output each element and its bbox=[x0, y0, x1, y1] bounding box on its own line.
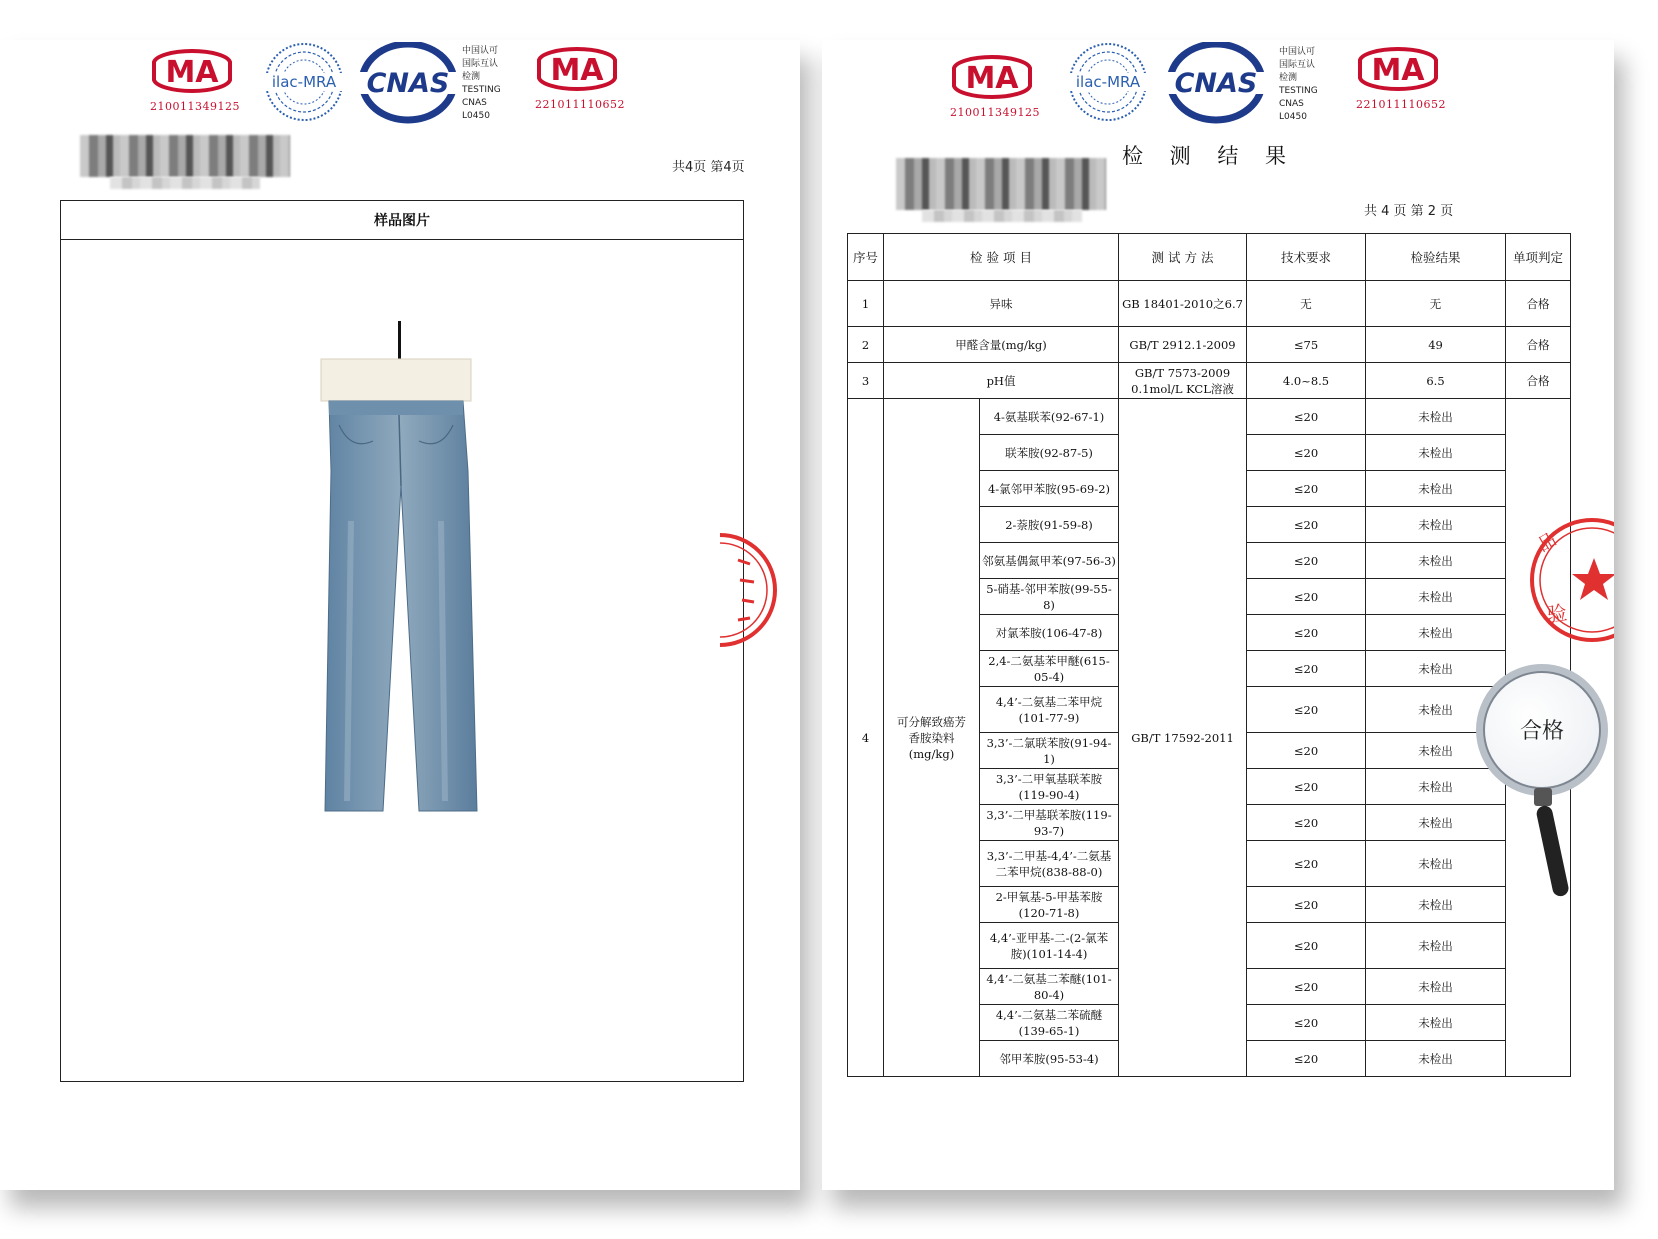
requirement: ≤20 bbox=[1247, 805, 1366, 841]
table-header-row bbox=[848, 234, 1571, 281]
ma-number: 221011110652 bbox=[535, 98, 625, 111]
ilac-mra-logo bbox=[262, 40, 346, 124]
requirement: ≤20 bbox=[1247, 887, 1366, 923]
table-row: 3 pH值 GB/T 7573-2009 0.1mol/L KCL溶液 4.0~8.5 6.5 合格 bbox=[848, 363, 1571, 399]
redacted-company-name bbox=[896, 158, 1106, 210]
sub-item: 2-萘胺(91-59-8) bbox=[980, 507, 1119, 543]
sub-item: 邻氨基偶氮甲苯(97-56-3) bbox=[980, 543, 1119, 579]
result: 未检出 bbox=[1366, 651, 1506, 687]
header-requirement: 技术要求 bbox=[1247, 234, 1366, 281]
svg-text:MA: MA bbox=[550, 53, 604, 88]
page-count: 共4页 第4页 bbox=[672, 160, 745, 175]
table-row bbox=[848, 399, 1571, 435]
sub-item: 2,4-二氨基苯甲醚(615-05-4) bbox=[980, 651, 1119, 687]
result: 未检出 bbox=[1366, 1041, 1506, 1077]
ma-logo bbox=[1356, 46, 1446, 111]
report-page-2 bbox=[822, 40, 1614, 1190]
magnifier-glass-icon bbox=[1472, 660, 1622, 920]
requirement: ≤20 bbox=[1247, 1041, 1366, 1077]
svg-text:品: 品 bbox=[1534, 529, 1561, 557]
sub-item: 2-甲氧基-5-甲基苯胺(120-71-8) bbox=[980, 887, 1119, 923]
redacted-company-name bbox=[80, 135, 290, 177]
requirement: ≤20 bbox=[1247, 579, 1366, 615]
result: 未检出 bbox=[1366, 805, 1506, 841]
result: 未检出 bbox=[1366, 841, 1506, 887]
group-method: GB/T 17592-2011 bbox=[1119, 399, 1247, 1077]
requirement: ≤20 bbox=[1247, 923, 1366, 969]
ma-number: 210011349125 bbox=[150, 100, 240, 113]
requirement: ≤20 bbox=[1247, 507, 1366, 543]
header-result: 检验结果 bbox=[1366, 234, 1506, 281]
sub-item: 3,3’-二甲基联苯胺(119-93-7) bbox=[980, 805, 1119, 841]
sub-item: 3,3’-二甲氧基联苯胺(119-90-4) bbox=[980, 769, 1119, 805]
requirement: ≤20 bbox=[1247, 769, 1366, 805]
sample-image-frame bbox=[60, 200, 744, 1082]
magnifier-text: 合格 bbox=[1519, 719, 1565, 744]
requirement: ≤20 bbox=[1247, 471, 1366, 507]
requirement: ≤20 bbox=[1247, 1005, 1366, 1041]
cnas-logo bbox=[358, 42, 458, 124]
result: 未检出 bbox=[1366, 1005, 1506, 1041]
svg-text:ilac-MRA: ilac-MRA bbox=[1075, 73, 1141, 91]
section-title: 样品图片 bbox=[61, 201, 743, 240]
sub-item: 4,4’-亚甲基-二-(2-氯苯胺)(101-14-4) bbox=[980, 923, 1119, 969]
requirement: ≤20 bbox=[1247, 435, 1366, 471]
ilac-mra-logo bbox=[1066, 40, 1150, 124]
ma-logo bbox=[150, 48, 240, 113]
result: 未检出 bbox=[1366, 687, 1506, 733]
svg-text:MA: MA bbox=[1371, 53, 1425, 88]
red-seal-stamp bbox=[1512, 510, 1614, 650]
result: 未检出 bbox=[1366, 471, 1506, 507]
sub-item: 邻甲苯胺(95-53-4) bbox=[980, 1041, 1119, 1077]
svg-text:MA: MA bbox=[965, 61, 1019, 96]
group-category: 可分解致癌芳 香胺染料 (mg/kg) bbox=[884, 399, 980, 1077]
svg-text:CNAS: CNAS bbox=[1174, 68, 1258, 99]
redacted-subtitle bbox=[922, 210, 1082, 222]
requirement: ≤20 bbox=[1247, 543, 1366, 579]
cnas-caption: 中国认可 国际互认 检测 TESTING CNAS L0450 bbox=[462, 46, 501, 121]
requirement: ≤20 bbox=[1247, 615, 1366, 651]
result: 未检出 bbox=[1366, 615, 1506, 651]
ma-logo bbox=[950, 54, 1040, 119]
ma-logo bbox=[535, 46, 625, 111]
result: 未检出 bbox=[1366, 733, 1506, 769]
sub-item: 4-氨基联苯(92-67-1) bbox=[980, 399, 1119, 435]
cnas-caption: 中国认可 国际互认 检测 TESTING CNAS L0450 bbox=[1279, 47, 1318, 122]
ma-number: 210011349125 bbox=[950, 106, 1040, 119]
report-title: 检 测 结 果 bbox=[1122, 144, 1297, 168]
requirement: ≤20 bbox=[1247, 687, 1366, 733]
header-verdict: 单项判定 bbox=[1506, 234, 1571, 281]
report-page-4 bbox=[0, 40, 800, 1190]
sub-item: 4,4’-二氨基二苯甲烷(101-77-9) bbox=[980, 687, 1119, 733]
requirement: ≤20 bbox=[1247, 969, 1366, 1005]
requirement: ≤20 bbox=[1247, 841, 1366, 887]
red-seal-stamp bbox=[720, 520, 780, 660]
cnas-logo bbox=[1166, 42, 1266, 124]
table-row: 2 甲醛含量(mg/kg) GB/T 2912.1-2009 ≤75 49 合格 bbox=[848, 327, 1571, 363]
sub-item: 对氯苯胺(106-47-8) bbox=[980, 615, 1119, 651]
sub-item: 5-硝基-邻甲苯胺(99-55-8) bbox=[980, 579, 1119, 615]
jeans-sample-photo bbox=[311, 321, 491, 821]
sub-item: 4,4’-二氨基二苯醚(101-80-4) bbox=[980, 969, 1119, 1005]
ma-number: 221011110652 bbox=[1356, 98, 1446, 111]
result: 未检出 bbox=[1366, 969, 1506, 1005]
sub-item: 3,3’-二氯联苯胺(91-94-1) bbox=[980, 733, 1119, 769]
result: 未检出 bbox=[1366, 769, 1506, 805]
table-row: 1 异味 GB 18401-2010之6.7 无 无 合格 bbox=[848, 281, 1571, 327]
header-method: 测 试 方 法 bbox=[1119, 234, 1247, 281]
requirement: ≤20 bbox=[1247, 651, 1366, 687]
result: 未检出 bbox=[1366, 435, 1506, 471]
requirement: ≤20 bbox=[1247, 399, 1366, 435]
redacted-subtitle bbox=[110, 177, 260, 189]
page-count: 共 4 页 第 2 页 bbox=[1364, 204, 1454, 219]
group-number: 4 bbox=[848, 399, 884, 1077]
result: 未检出 bbox=[1366, 543, 1506, 579]
svg-text:CNAS: CNAS bbox=[366, 68, 450, 99]
header-no: 序号 bbox=[848, 234, 884, 281]
svg-text:验: 验 bbox=[1545, 600, 1569, 627]
result: 未检出 bbox=[1366, 399, 1506, 435]
requirement: ≤20 bbox=[1247, 733, 1366, 769]
sub-item: 3,3’-二甲基-4,4’-二氨基二苯甲烷(838-88-0) bbox=[980, 841, 1119, 887]
method-cell: GB/T 7573-2009 0.1mol/L KCL溶液 bbox=[1119, 363, 1247, 399]
sub-item: 4,4’-二氨基二苯硫醚(139-65-1) bbox=[980, 1005, 1119, 1041]
sub-item: 联苯胺(92-87-5) bbox=[980, 435, 1119, 471]
result: 未检出 bbox=[1366, 507, 1506, 543]
result: 未检出 bbox=[1366, 887, 1506, 923]
test-results-table bbox=[847, 233, 1571, 1077]
result: 未检出 bbox=[1366, 579, 1506, 615]
svg-text:MA: MA bbox=[165, 55, 219, 90]
svg-text:ilac-MRA: ilac-MRA bbox=[271, 73, 337, 91]
result: 未检出 bbox=[1366, 923, 1506, 969]
header-item: 检 验 项 目 bbox=[884, 234, 1119, 281]
sub-item: 4-氯邻甲苯胺(95-69-2) bbox=[980, 471, 1119, 507]
